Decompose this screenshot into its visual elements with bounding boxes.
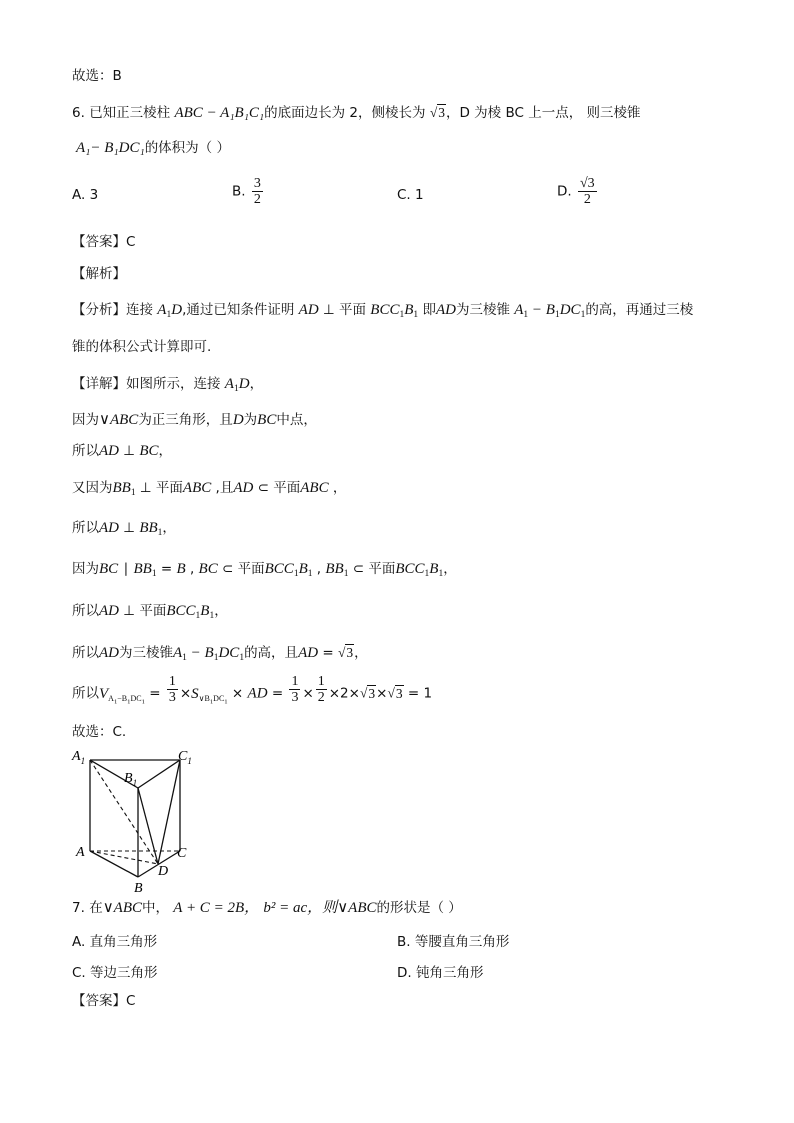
question-6-stem-line-2: A₁− B₁DC₁的体积为（ ） xyxy=(76,140,230,156)
question-6-stem-line-1: 6. 已知正三棱柱 ABC − A₁B₁C₁的底面边长为 2，侧棱长为 √3，D 为棱 BC 上一点， 则三棱锥 xyxy=(72,105,641,121)
label-a: A xyxy=(76,845,85,860)
prism-figure xyxy=(68,745,208,895)
q6-xiangjie-line-2: 因为∨ABC为正三角形，且D为BC中点， xyxy=(72,412,317,428)
label-c1: $C_1$ xyxy=(178,749,192,766)
label-a1: $A_1$ xyxy=(72,749,86,766)
q6-final-choice: 故选：C. xyxy=(72,724,127,740)
edge-b1c1 xyxy=(138,760,180,788)
q6-option-c[interactable]: C. 1 xyxy=(397,187,424,203)
q6-xiangjie-line-5: 所以AD ⊥ $BB_1$， xyxy=(72,520,176,538)
edge-b1d xyxy=(138,788,158,864)
q6-fenxi-line-2: 锥的体积公式计算即可. xyxy=(72,339,212,355)
q6-option-a[interactable]: A. 3 xyxy=(72,187,99,203)
q6-analysis-tag: 【解析】 xyxy=(72,266,126,282)
q6-answer: 【答案】C xyxy=(72,234,136,250)
q7-answer: 【答案】C xyxy=(72,993,136,1009)
q6-xiangjie-line-1: 【详解】如图所示，连接 $A_1D$， xyxy=(72,376,264,394)
label-c: C xyxy=(177,846,187,861)
q6-xiangjie-line-3: 所以AD ⊥ BC， xyxy=(72,443,173,459)
question-7-stem: 7. 在∨ABC中， A + C = 2B， b² = ac，则∨ABC的形状是（ ） xyxy=(72,900,462,916)
q6-option-b[interactable]: B. $\frac{3}{2}$ xyxy=(232,176,261,207)
fraction: $\frac{√3}{2}$ xyxy=(579,176,595,207)
previous-answer: 故选：B xyxy=(72,68,122,84)
q7-option-b[interactable]: B. 等腰直角三角形 xyxy=(397,934,510,950)
label-d: D xyxy=(158,864,169,879)
label-b1: $B_1$ xyxy=(124,771,138,788)
q6-xiangjie-line-4: 又因为$BB_1$ ⊥ 平面ABC ,且AD ⊂ 平面ABC ， xyxy=(72,480,347,498)
q6-option-d[interactable]: D. $\frac{√3}{2}$ xyxy=(557,176,595,207)
edge-ab xyxy=(90,851,138,877)
label-b: B xyxy=(134,881,143,895)
q7-option-a[interactable]: A. 直角三角形 xyxy=(72,934,158,950)
q6-fenxi-line-1: 【分析】连接 $A_1D$,通过已知条件证明 AD ⊥ 平面 $BCC_1B_1$ 即AD为三棱锥 $A_1 - B_1DC_1$的高，再通过三棱 xyxy=(72,302,694,320)
q6-xiangjie-line-6: 因为BC ∣ $BB_1 = B$ , BC ⊂ 平面$BCC_1B_1$ , $BB_1$ ⊂ 平面$BCC_1B_1$， xyxy=(72,561,457,579)
q7-option-d[interactable]: D. 钝角三角形 xyxy=(397,965,484,981)
q7-option-c[interactable]: C. 等边三角形 xyxy=(72,965,158,981)
q6-xiangjie-line-7: 所以AD ⊥ 平面$BCC_1B_1$， xyxy=(72,603,228,621)
fraction: $\frac{3}{2}$ xyxy=(253,176,261,207)
q6-xiangjie-line-8: 所以AD为三棱锥$A_1 - B_1DC_1$的高，且AD = √3， xyxy=(72,645,368,663)
edge-ad-hidden xyxy=(90,851,158,864)
sqrt-3: √3 xyxy=(429,105,445,120)
q6-volume-formula: 所以$V_{A_1-B_1DC_1}$ = $\frac{1}{3}$ $\times S_{\vee B_1DC_1}$ × AD = $\frac{1}{3}$ × $\frac{1}{2}$ ×2×√3×√3 = 1 xyxy=(72,674,433,706)
